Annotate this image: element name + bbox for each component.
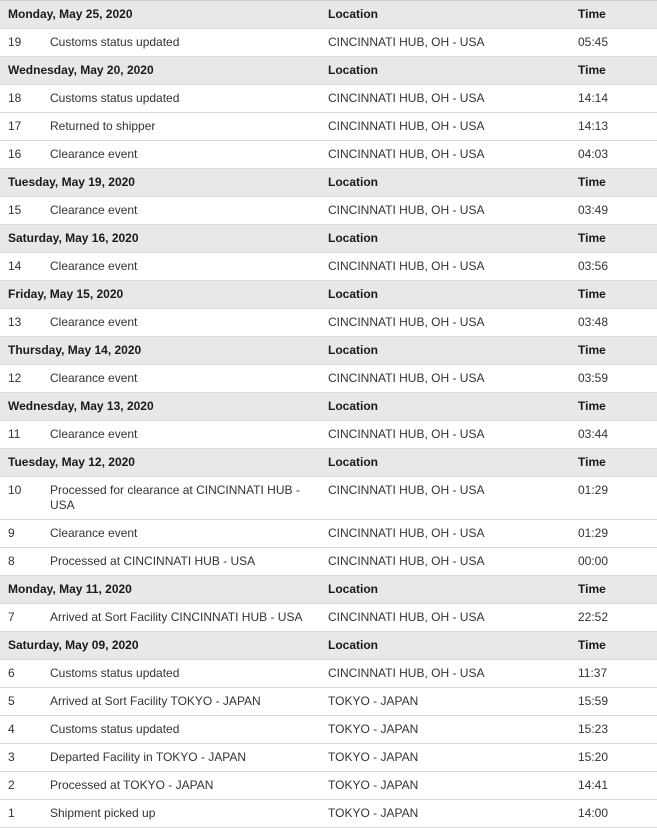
table-row	[0, 800, 657, 828]
group-date-label: Wednesday, May 13, 2020	[8, 399, 154, 413]
date-group-header	[0, 449, 657, 477]
event-number: 4	[8, 722, 15, 736]
date-group-header	[0, 225, 657, 253]
event-number: 19	[8, 35, 22, 49]
location-column-header: Location	[328, 399, 378, 413]
table-row	[0, 688, 657, 716]
group-date-label: Friday, May 15, 2020	[8, 287, 124, 301]
event-location: TOKYO - JAPAN	[328, 778, 419, 792]
event-number: 5	[8, 694, 15, 708]
event-time: 04:03	[578, 147, 609, 161]
location-column-header: Location	[328, 638, 378, 652]
event-number: 18	[8, 91, 22, 105]
time-column-header: Time	[578, 175, 606, 189]
time-column-header: Time	[578, 63, 606, 77]
event-number: 10	[8, 483, 22, 497]
event-location: TOKYO - JAPAN	[328, 694, 419, 708]
event-location: CINCINNATI HUB, OH - USA	[328, 483, 485, 497]
event-time: 15:59	[578, 694, 609, 708]
event-time: 01:29	[578, 526, 609, 540]
event-location: CINCINNATI HUB, OH - USA	[328, 371, 485, 385]
group-date-label: Monday, May 11, 2020	[8, 582, 132, 596]
event-location: CINCINNATI HUB, OH - USA	[328, 666, 485, 680]
event-location: CINCINNATI HUB, OH - USA	[328, 610, 485, 624]
table-row	[0, 253, 657, 281]
table-row	[0, 477, 657, 520]
event-description: Arrived at Sort Facility CINCINNATI HUB - USA	[50, 610, 303, 624]
group-date-label: Saturday, May 16, 2020	[8, 231, 139, 245]
table-row	[0, 520, 657, 548]
event-location: TOKYO - JAPAN	[328, 806, 419, 820]
table-row	[0, 85, 657, 113]
event-time: 14:13	[578, 119, 609, 133]
event-time: 22:52	[578, 610, 609, 624]
event-location: TOKYO - JAPAN	[328, 750, 419, 764]
event-description: Clearance event	[50, 315, 138, 329]
group-date-label: Thursday, May 14, 2020	[8, 343, 142, 357]
event-time: 03:44	[578, 427, 609, 441]
group-date-label: Tuesday, May 12, 2020	[8, 455, 135, 469]
event-number: 14	[8, 259, 22, 273]
group-date-label: Monday, May 25, 2020	[8, 7, 133, 21]
event-description: Customs status updated	[50, 91, 180, 105]
event-description: Clearance event	[50, 427, 138, 441]
time-column-header: Time	[578, 399, 606, 413]
event-description: Returned to shipper	[50, 119, 156, 133]
date-group-header	[0, 337, 657, 365]
event-time: 14:41	[578, 778, 609, 792]
table-row	[0, 716, 657, 744]
table-row	[0, 548, 657, 576]
date-group-header	[0, 393, 657, 421]
event-location: CINCINNATI HUB, OH - USA	[328, 259, 485, 273]
date-group-header	[0, 576, 657, 604]
event-description: Arrived at Sort Facility TOKYO - JAPAN	[50, 694, 261, 708]
event-description: Customs status updated	[50, 666, 180, 680]
location-column-header: Location	[328, 231, 378, 245]
time-column-header: Time	[578, 231, 606, 245]
event-time: 05:45	[578, 35, 609, 49]
event-description: Departed Facility in TOKYO - JAPAN	[50, 750, 247, 764]
event-number: 8	[8, 554, 15, 568]
event-location: CINCINNATI HUB, OH - USA	[328, 119, 485, 133]
time-column-header: Time	[578, 287, 606, 301]
tracking-table-body	[0, 1, 657, 828]
location-column-header: Location	[328, 582, 378, 596]
event-description: Customs status updated	[50, 35, 180, 49]
location-column-header: Location	[328, 7, 378, 21]
event-location: CINCINNATI HUB, OH - USA	[328, 203, 485, 217]
event-time: 14:00	[578, 806, 609, 820]
event-description: Clearance event	[50, 526, 138, 540]
date-group-header	[0, 169, 657, 197]
date-group-header	[0, 632, 657, 660]
event-time: 01:29	[578, 483, 609, 497]
event-number: 1	[8, 806, 15, 820]
table-row	[0, 113, 657, 141]
event-time: 00:00	[578, 554, 609, 568]
event-description: Clearance event	[50, 371, 138, 385]
table-row	[0, 197, 657, 225]
table-row	[0, 421, 657, 449]
event-time: 14:14	[578, 91, 609, 105]
event-time: 15:20	[578, 750, 609, 764]
location-column-header: Location	[328, 343, 378, 357]
date-group-header	[0, 1, 657, 29]
event-number: 6	[8, 666, 15, 680]
table-row	[0, 660, 657, 688]
event-time: 03:48	[578, 315, 609, 329]
event-number: 17	[8, 119, 22, 133]
table-row	[0, 309, 657, 337]
event-location: CINCINNATI HUB, OH - USA	[328, 554, 485, 568]
event-description: Clearance event	[50, 203, 138, 217]
event-location: TOKYO - JAPAN	[328, 722, 419, 736]
event-number: 16	[8, 147, 22, 161]
event-number: 11	[8, 427, 21, 441]
event-location: CINCINNATI HUB, OH - USA	[328, 427, 485, 441]
group-date-label: Saturday, May 09, 2020	[8, 638, 139, 652]
table-row	[0, 604, 657, 632]
time-column-header: Time	[578, 7, 606, 21]
event-description: Processed for clearance at CINCINNATI HUB - USA	[50, 483, 300, 512]
location-column-header: Location	[328, 287, 378, 301]
event-number: 9	[8, 526, 15, 540]
event-number: 3	[8, 750, 15, 764]
group-date-label: Wednesday, May 20, 2020	[8, 63, 154, 77]
date-group-header	[0, 281, 657, 309]
event-time: 03:59	[578, 371, 609, 385]
time-column-header: Time	[578, 638, 606, 652]
location-column-header: Location	[328, 63, 378, 77]
event-description: Customs status updated	[50, 722, 180, 736]
event-description: Clearance event	[50, 147, 138, 161]
event-time: 03:49	[578, 203, 609, 217]
event-location: CINCINNATI HUB, OH - USA	[328, 91, 485, 105]
event-time: 11:37	[578, 666, 608, 680]
date-group-header	[0, 57, 657, 85]
time-column-header: Time	[578, 343, 606, 357]
table-row	[0, 141, 657, 169]
event-location: CINCINNATI HUB, OH - USA	[328, 315, 485, 329]
table-row	[0, 29, 657, 57]
event-number: 13	[8, 315, 22, 329]
event-number: 15	[8, 203, 22, 217]
event-location: CINCINNATI HUB, OH - USA	[328, 147, 485, 161]
table-row	[0, 365, 657, 393]
time-column-header: Time	[578, 455, 606, 469]
event-description: Shipment picked up	[50, 806, 156, 820]
time-column-header: Time	[578, 582, 606, 596]
event-description: Processed at TOKYO - JAPAN	[50, 778, 214, 792]
event-description: Processed at CINCINNATI HUB - USA	[50, 554, 256, 568]
location-column-header: Location	[328, 455, 378, 469]
table-row	[0, 772, 657, 800]
event-description: Clearance event	[50, 259, 138, 273]
event-location: CINCINNATI HUB, OH - USA	[328, 35, 485, 49]
location-column-header: Location	[328, 175, 378, 189]
event-number: 12	[8, 371, 22, 385]
event-time: 03:56	[578, 259, 609, 273]
event-number: 7	[8, 610, 15, 624]
table-row	[0, 744, 657, 772]
group-date-label: Tuesday, May 19, 2020	[8, 175, 135, 189]
event-time: 15:23	[578, 722, 609, 736]
event-number: 2	[8, 778, 15, 792]
event-location: CINCINNATI HUB, OH - USA	[328, 526, 485, 540]
